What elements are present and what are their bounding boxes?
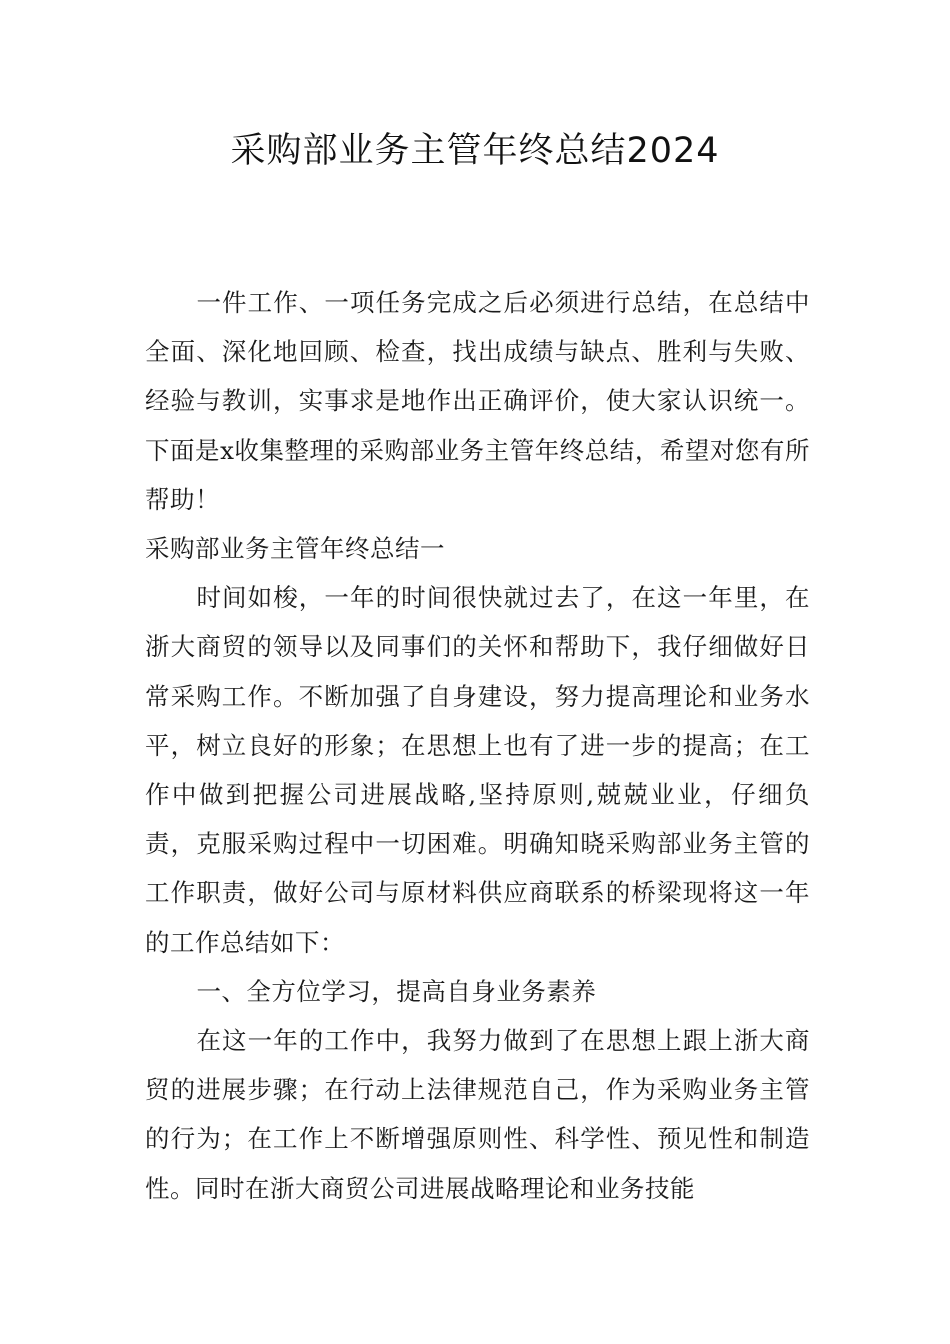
body-paragraph: 在这一年的工作中，我努力做到了在思想上跟上浙大商贸的进展步骤；在行动上法律规范自己，作为采购业务主管的行为；在工作上不断增强原则性、科学性、预见性和制造性。同时在浙大商贸公司进展战略理论和业务技能 bbox=[145, 1026, 810, 1203]
subsection-heading: 一、全方位学习，提高自身业务素养 bbox=[196, 976, 597, 1006]
section-heading: 采购部业务主管年终总结一 bbox=[145, 534, 445, 564]
body-paragraph: 时间如梭，一年的时间很快就过去了，在这一年里，在浙大商贸的领导以及同事们的关怀和帮助下，我仔细做好日常采购工作。不断加强了自身建设，努力提高理论和业务水平，树立良好的形象；在思想上也有了进一步的提高；在工作中做到把握公司进展战略,坚持原则,兢兢业业，仔细负责，克服采购过程中一切困难。明确知晓采购部业务主管的工作职责，做好公司与原材料供应商联系的桥梁现将这一年的工作总结如下： bbox=[145, 583, 810, 957]
document-title: 采购部业务主管年终总结2024 bbox=[230, 131, 720, 171]
intro-paragraph: 一件工作、一项任务完成之后必须进行总结，在总结中全面、深化地回顾、检查，找出成绩与缺点、胜利与失败、经验与教训，实事求是地作出正确评价，使大家认识统一。下面是x收集整理的采购部业务主管年终总结，希望对您有所帮助！ bbox=[145, 288, 810, 514]
document-body bbox=[145, 278, 810, 1213]
